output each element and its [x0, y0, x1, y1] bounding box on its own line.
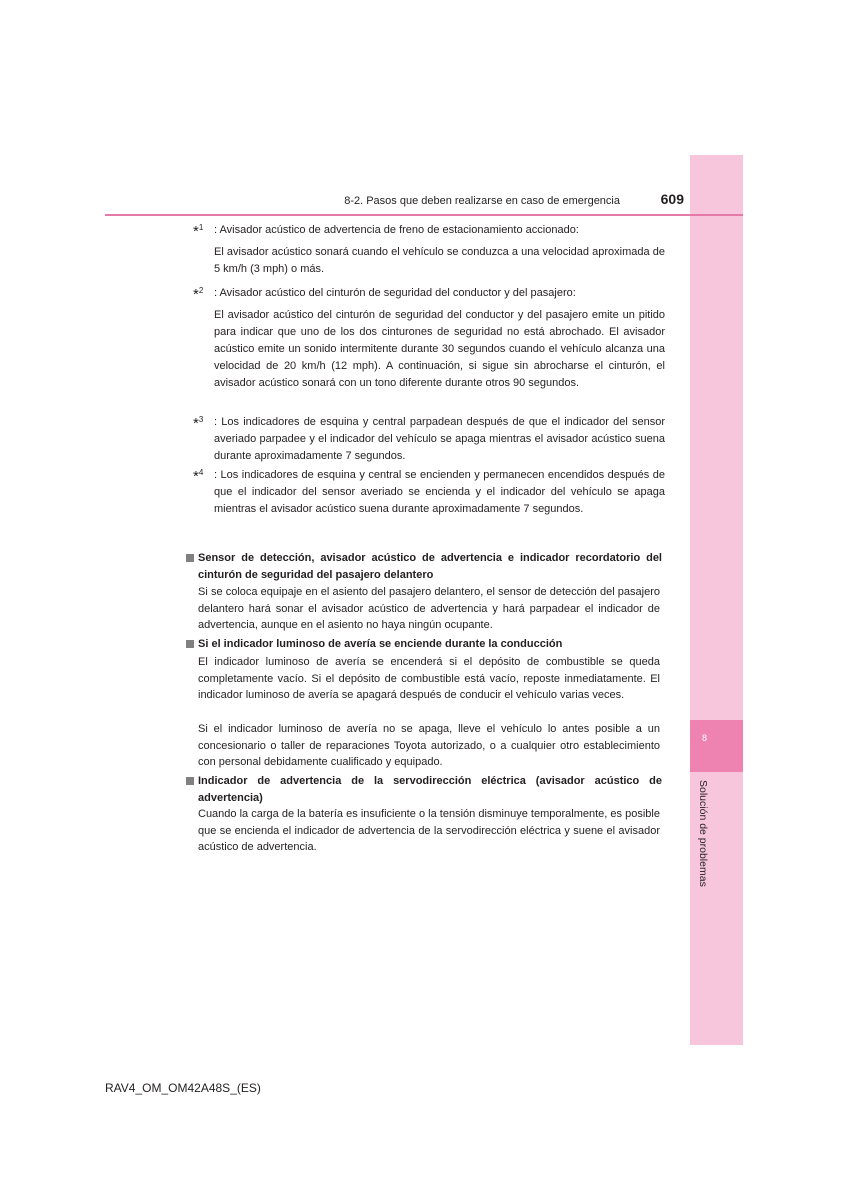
section-paragraph: Si se coloca equipaje en el asiento del pasajero delantero, el sensor de detección del pasajero delantero hará sonar el avisador acústico de advertencia y hará parpadear el indicador de advertencia, aunque en el asiento no haya ningún ocupante.	[198, 586, 660, 631]
footnote-3	[193, 414, 665, 465]
footnote-body: El avisador acústico del cinturón de seguridad del conductor y del pasajero emite un pitido para indicar que uno de los dos cinturones de seguridad no está abrochado. El avisador acústico emite un sonido intermitente durante 30 segundos cuando el vehículo alcanza una velocidad de 20 km/h (12 mph). A continuación, si sigue sin abrocharse el cinturón, el avisador acústico sonará con un tono diferente durante otros 90 segundos.	[214, 309, 665, 389]
footnote-marker: *$^4$	[193, 468, 204, 485]
footnote-title: : Los indicadores de esquina y central parpadean después de que el indicador del sensor averiado parpadee y el indicador del vehículo se apaga mientras el avisador acústico suena durante aproximadamente 7 segundos.	[214, 416, 665, 462]
section-heading-power-steering: Indicador de advertencia de la servodirección eléctrica (avisador acústico de advertencia)	[186, 773, 662, 806]
footnote-title: : Avisador acústico del cinturón de seguridad del conductor y del pasajero:	[214, 287, 576, 299]
document-code: RAV4_OM_OM42A48S_(ES)	[105, 1081, 261, 1095]
header-rule	[105, 214, 743, 216]
footnote-marker: *$^3$	[193, 415, 204, 432]
footnote-title: : Avisador acústico de advertencia de freno de estacionamiento accionado:	[214, 224, 579, 236]
footnote-2	[193, 285, 665, 392]
section-paragraph: El indicador luminoso de avería se encenderá si el depósito de combustible se queda completamente vacío. Si el depósito de combustible está vacío, reposte inmediatamente. El indicador luminoso de avería se apagará después de conducir el vehículo varias veces.	[198, 656, 660, 701]
footnote-4	[193, 467, 665, 518]
section-heading-passenger-sensor: Sensor de detección, avisador acústico de advertencia e indicador recordatorio del cinturón de seguridad del pasajero delantero	[186, 550, 662, 583]
chapter-title: Solución de problemas	[697, 780, 709, 887]
section-title: 8-2. Pasos que deben realizarse en caso de emergencia	[344, 195, 620, 207]
section-heading-malfunction-indicator: Si el indicador luminoso de avería se enciende durante la conducción	[186, 636, 662, 653]
footnote-marker: *$^1$	[193, 223, 204, 240]
chapter-number: 8	[701, 733, 707, 743]
footnote-body: El avisador acústico sonará cuando el vehículo se conduzca a una velocidad aproximada de 5 km/h (3 mph) o más.	[214, 246, 665, 275]
footnote-title: : Los indicadores de esquina y central se encienden y permanecen encendidos después de que el indicador del sensor averiado se encienda y el indicador del vehículo se apaga mientras el avisador acústico suena durante aproximadamente 7 segundos.	[214, 469, 665, 515]
square-bullet-icon	[186, 777, 194, 785]
chapter-side-tab	[690, 155, 743, 1045]
section-paragraph: Cuando la carga de la batería es insuficiente o la tensión disminuye temporalmente, es posible que se encienda el indicador de advertencia de la servodirección eléctrica y suene el avisador acústico de advertencia.	[198, 808, 660, 853]
footnote-marker: *$^2$	[193, 286, 204, 303]
square-bullet-icon	[186, 640, 194, 648]
chapter-active-marker	[690, 720, 743, 772]
footnote-1	[193, 222, 665, 278]
section-paragraph: Si el indicador luminoso de avería no se apaga, lleve el vehículo lo antes posible a un concesionario o taller de reparaciones Toyota autorizado, o a cualquier otro establecimiento con personal debidamente cualificado y equipado.	[198, 723, 660, 768]
page-number: 609	[660, 191, 684, 207]
square-bullet-icon	[186, 554, 194, 562]
